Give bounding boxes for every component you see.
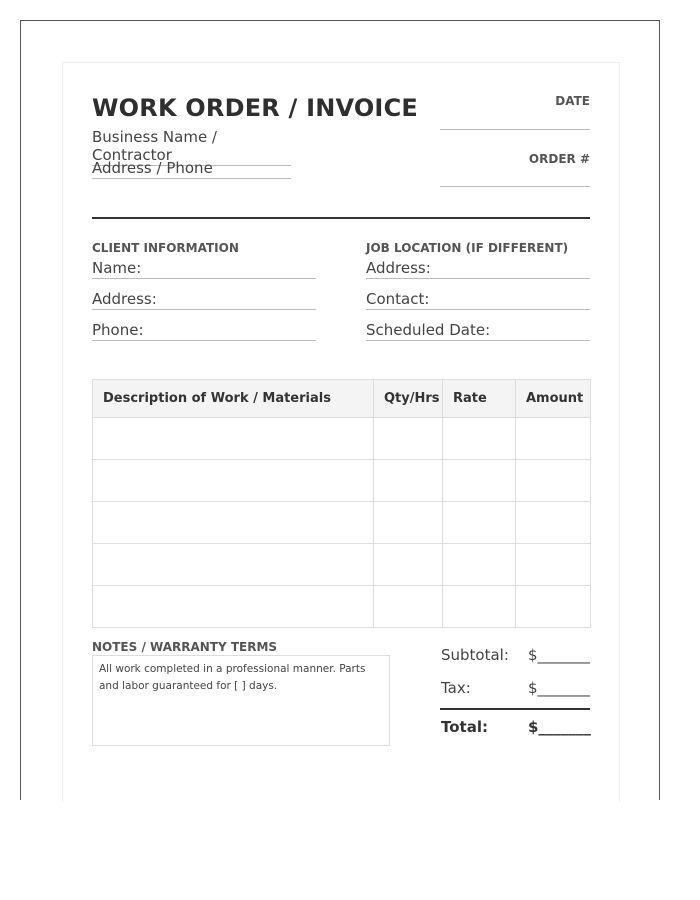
column-header-rate: Rate [443,380,516,418]
column-header-qty: Qty/Hrs [374,380,443,418]
client-info-heading: CLIENT INFORMATION [92,241,239,255]
client-name-field[interactable]: Name: [92,259,316,279]
description-cell[interactable] [93,460,374,502]
rate-cell[interactable] [443,502,516,544]
table-row [93,502,591,544]
client-address-field[interactable]: Address: [92,290,316,310]
order-number-label: ORDER # [528,152,590,166]
amount-cell[interactable] [516,586,591,628]
header-divider [92,217,590,219]
table-row [93,418,591,460]
column-header-description: Description of Work / Materials [93,380,374,418]
table-row [93,544,591,586]
qty-cell[interactable] [374,460,443,502]
subtotal-value[interactable]: $_______ [528,646,591,664]
notes-heading: NOTES / WARRANTY TERMS [92,640,278,654]
description-cell[interactable] [93,418,374,460]
table-header-row [93,380,591,418]
total-value[interactable]: $_______ [528,718,591,736]
address-phone-line: Address / Phone [92,159,291,179]
job-contact-field[interactable]: Contact: [366,290,590,310]
qty-cell[interactable] [374,502,443,544]
notes-textbox[interactable]: All work completed in a professional manner. Parts and labor guaranteed for [ ] days. [92,655,390,746]
tax-label: Tax: [441,679,471,697]
amount-cell[interactable] [516,418,591,460]
description-cell[interactable] [93,544,374,586]
amount-cell[interactable] [516,460,591,502]
job-scheduled-date-field[interactable]: Scheduled Date: [366,321,590,341]
column-header-amount: Amount [516,380,591,418]
date-field[interactable] [440,129,590,130]
rate-cell[interactable] [443,544,516,586]
amount-cell[interactable] [516,544,591,586]
description-cell[interactable] [93,502,374,544]
qty-cell[interactable] [374,586,443,628]
rate-cell[interactable] [443,586,516,628]
client-phone-field[interactable]: Phone: [92,321,316,341]
total-label: Total: [441,718,488,736]
table-row [93,586,591,628]
work-items-table [92,379,591,628]
table-row [93,460,591,502]
job-address-field[interactable]: Address: [366,259,590,279]
date-label: DATE [555,94,590,108]
rate-cell[interactable] [443,418,516,460]
qty-cell[interactable] [374,544,443,586]
description-cell[interactable] [93,586,374,628]
subtotal-label: Subtotal: [441,646,509,664]
amount-cell[interactable] [516,502,591,544]
business-name-line: Business Name / Contractor [92,128,291,166]
rate-cell[interactable] [443,460,516,502]
job-location-heading: JOB LOCATION (IF DIFFERENT) [366,241,569,255]
document-title: WORK ORDER / INVOICE [92,94,418,122]
tax-value[interactable]: $_______ [528,679,591,697]
qty-cell[interactable] [374,418,443,460]
totals-divider [440,708,590,710]
order-number-field[interactable] [440,186,590,187]
